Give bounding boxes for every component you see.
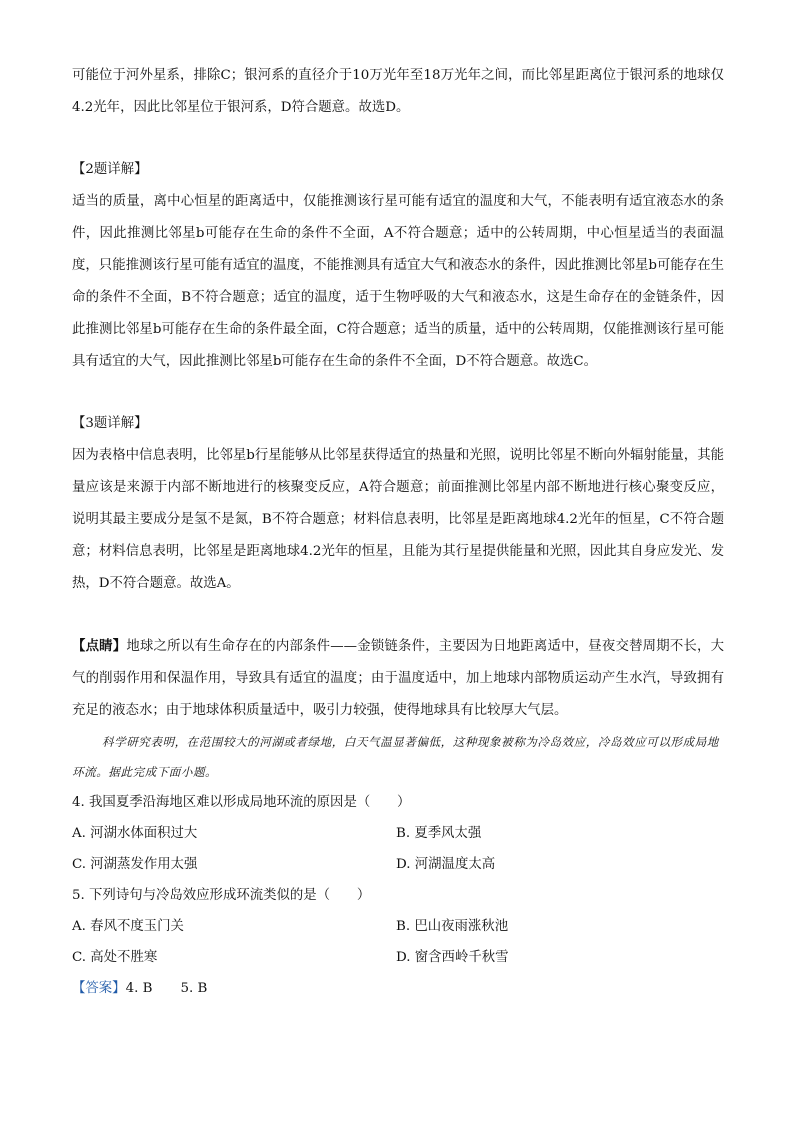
note-label: 【点睛】 <box>72 638 127 654</box>
answer-line <box>72 973 724 1004</box>
q4-option-a: A. 河湖水体面积过大 <box>72 826 198 841</box>
answer-4: 4. B <box>125 981 153 996</box>
detail-3-text: 因为表格中信息表明，比邻星b行星能够从比邻星获得适宜的热量和光照，说明比邻星不断向外辐射能量，其能量应该是来源于内部不断地进行的核聚变反应，A符合题意；前面推测比邻星内部不断地进行核心聚变反应，说明其最主要成分是氢不是氮，B不符合题意；材料信息表明，比邻星是距离地球4.2光年的恒星，C不符合题意；材料信息表明，比邻星是距离地球4.2光年的恒星，且能为其行星提供能量和光照，因此其自身应发光、发热，D不符合题意。故选A。 <box>72 448 724 591</box>
question-5-stem: 5. 下列诗句与冷岛效应形成环流类似的是（ ） <box>72 888 371 903</box>
question-4-options <box>72 818 724 880</box>
q5-option-b: B. 巴山夜雨涨秋池 <box>396 919 509 934</box>
q4-option-d: D. 河湖温度太高 <box>396 857 496 872</box>
q4-option-b: B. 夏季风太强 <box>396 826 482 841</box>
answer-5: 5. B <box>180 981 208 996</box>
q5-option-c: C. 高处不胜寒 <box>72 950 158 965</box>
q4-option-c: C. 河湖蒸发作用太强 <box>72 857 198 872</box>
note-paragraph <box>72 630 724 727</box>
note-text: 地球之所以有生命存在的内部条件——金锁链条件，主要因为日地距离适中，昼夜交替周期不长，大气的削弱作用和保温作用，导致具有适宜的温度；由于温度适中，加上地球内部物质运动产生水汽，导致拥有充足的液态水；由于地球体积质量适中，吸引力较强，使得地球具有比较厚大气层。 <box>72 639 725 718</box>
intro-paragraph: 可能位于河外星系，排除C；银河系的直径介于10万光年至18万光年之间，而比邻星距离位于银河系的地球仅4.2光年，因此比邻星位于银河系，D符合题意。故选D。 <box>72 68 724 115</box>
q5-option-d: D. 窗含西岭千秋雪 <box>396 950 509 965</box>
detail-3-title: 【3题详解】 <box>72 416 148 431</box>
question-5-options <box>72 911 724 973</box>
detail-2-text: 适当的质量，离中心恒星的距离适中，仅能推测该行星可能有适宜的温度和大气，不能表明有适宜液态水的条件，因此推测比邻星b可能存在生命的条件不全面，A不符合题意；适中的公转周期，中心恒星适当的表面温度，只能推测该行星可能有适宜的温度，不能推测具有适宜大气和液态水的条件，因此推测比邻星b可能存在生命的条件不全面，B不符合题意；适宜的温度，适于生物呼吸的大气和液态水，这是生命存在的金链条件，因此推测比邻星b可能存在生命的条件最全面，C符合题意；适当的质量，适中的公转周期，仅能推测该行星可能具有适宜的大气，因此推测比邻星b可能存在生命的条件不全面，D不符合题意。故选C。 <box>72 194 724 369</box>
answer-label: 【答案】 <box>72 981 126 996</box>
q5-option-a: A. 春风不度玉门关 <box>72 919 184 934</box>
document-page <box>72 60 724 1004</box>
detail-2-title: 【2题详解】 <box>72 162 148 177</box>
material-passage: 科学研究表明，在范围较大的河湖或者绿地，白天气温显著偏低，这种现象被称为冷岛效应，冷岛效应可以形成局地环流。据此完成下面小题。 <box>72 735 719 779</box>
question-4-stem: 4. 我国夏季沿海地区难以形成局地环流的原因是（ ） <box>72 795 411 810</box>
